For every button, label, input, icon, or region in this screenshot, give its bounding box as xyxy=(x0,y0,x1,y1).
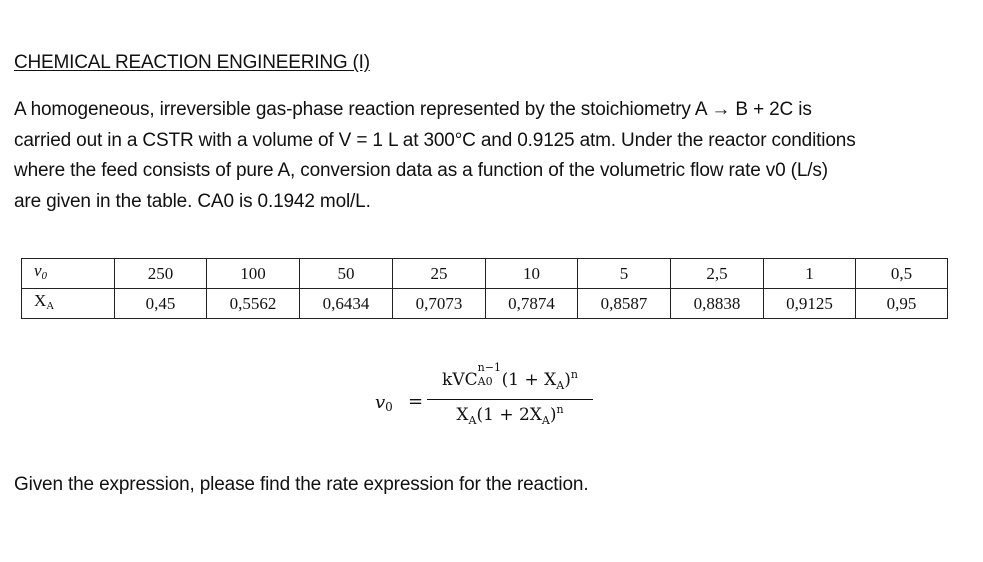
numerator-exponent: n−1 xyxy=(477,361,501,374)
paragraph-line: are given in the table. CA0 is 0.1942 mol/L. xyxy=(14,190,371,212)
table-cell: 0,8587 xyxy=(578,289,671,319)
table-row-xa xyxy=(22,289,948,319)
denominator-power: n xyxy=(556,403,564,416)
question-text: Given the expression, please find the rate expression for the reaction. xyxy=(14,474,589,495)
formula-lhs xyxy=(375,392,393,414)
formula-equals: = xyxy=(408,391,424,412)
numerator-paren-open: (1 + X xyxy=(501,370,557,390)
table-cell: 1 xyxy=(764,259,856,289)
table-cell: 0,7073 xyxy=(393,289,486,319)
denominator-paren-sub: A xyxy=(541,414,550,427)
numerator-subscript: A0 xyxy=(477,375,493,388)
paragraph-line: carried out in a CSTR with a volume of V = 1 L at 300°C and 0.9125 atm. Under the reactor conditions xyxy=(14,129,856,151)
table-cell: 0,8838 xyxy=(671,289,764,319)
table-cell: 50 xyxy=(300,259,393,289)
table-row-v0 xyxy=(22,259,948,289)
table-cell: 0,5 xyxy=(856,259,948,289)
formula-numerator xyxy=(427,361,593,392)
numerator-kvc: kVC xyxy=(442,370,478,390)
table-cell: 0,7874 xyxy=(486,289,578,319)
fraction-bar xyxy=(427,399,593,400)
row-header-v0 xyxy=(22,259,115,289)
table-cell: 2,5 xyxy=(671,259,764,289)
denominator-paren-open: (1 + 2X xyxy=(476,405,542,425)
denominator-paren-close: ) xyxy=(549,405,557,425)
paragraph-line: A homogeneous, irreversible gas-phase reaction represented by the stoichiometry A → B + 2C is xyxy=(14,99,812,120)
table-cell: 0,6434 xyxy=(300,289,393,319)
table-cell: 100 xyxy=(207,259,300,289)
paragraph-line: where the feed consists of pure A, conversion data as a function of the volumetric flow rate v0 (L/s) xyxy=(14,160,828,181)
table-cell: 0,45 xyxy=(115,289,207,319)
denominator-x-sub: A xyxy=(468,414,477,427)
table-cell: 250 xyxy=(115,259,207,289)
formula-lhs-sub: 0 xyxy=(385,400,393,414)
denominator-x: X xyxy=(456,405,469,425)
row-header-sub: 0 xyxy=(41,270,48,282)
row-header-main: v xyxy=(34,261,42,280)
row-header-main: X xyxy=(34,291,47,310)
page-title: CHEMICAL REACTION ENGINEERING (I) xyxy=(14,52,370,73)
numerator-power: n xyxy=(570,368,578,381)
conversion-data-table xyxy=(21,258,948,319)
row-header-xa xyxy=(22,289,115,319)
table-cell: 0,5562 xyxy=(207,289,300,319)
numerator-sup-sub xyxy=(477,361,502,388)
table-cell: 5 xyxy=(578,259,671,289)
row-header-sub: A xyxy=(46,300,55,312)
table-cell: 10 xyxy=(486,259,578,289)
problem-paragraph xyxy=(14,95,964,217)
table-cell: 0,95 xyxy=(856,289,948,319)
numerator-paren-close: ) xyxy=(564,370,571,390)
table-cell: 25 xyxy=(393,259,486,289)
formula-lhs-main: v xyxy=(375,392,386,413)
table-cell: 0,9125 xyxy=(764,289,856,319)
formula-denominator xyxy=(427,403,593,427)
numerator-paren-sub: A xyxy=(556,379,565,392)
